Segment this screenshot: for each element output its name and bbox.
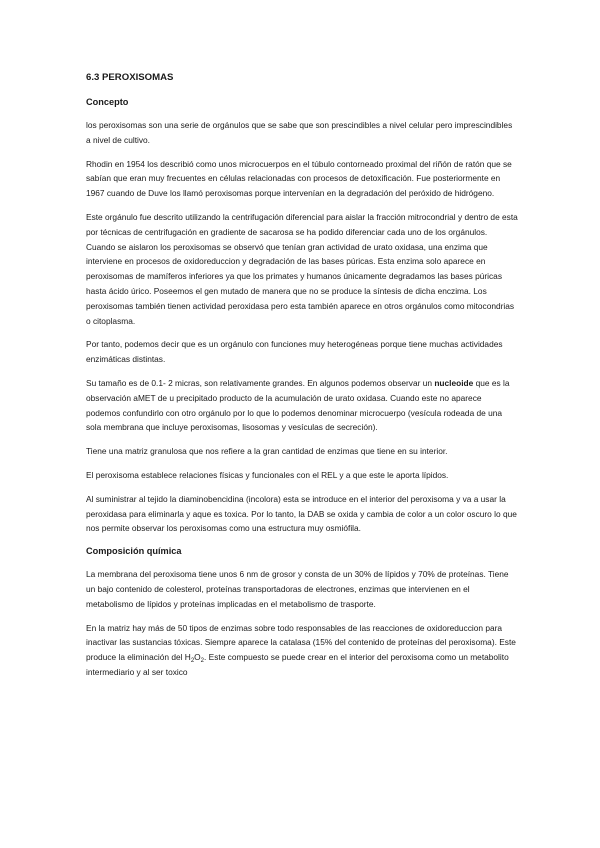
paragraph: El peroxisoma establece relaciones físicas y funcionales con el REL y a que este le aporta lípidos. [86, 469, 449, 480]
text-run: . Este compuesto se puede crear en el interior del peroxisoma como un metabolito intermediario y al ser toxico [86, 652, 509, 677]
subheading-composicion: Composición química [86, 546, 182, 557]
paragraph: Tiene una matriz granulosa que nos refiere a la gran cantidad de enzimas que tiene en su interior. [86, 446, 448, 457]
subheading-concepto: Concepto [86, 97, 129, 107]
bold-term: nucleoide [434, 377, 474, 388]
text-run: En la matriz hay más de 50 tipos de enzimas sobre todo responsables de las reacciones de oxidoreduccion para inactivar las sustancias tóxicas. Siempre aparece la catalasa (15% del contenido de proteínas del peroxisoma). Este produce la eliminación del H [86, 622, 516, 663]
text-run: que es la observación aMET de u precipitado producto de la acumulación de urato oxidasa. Cuando este no aparece podemos confundirlo con otro orgánulo por lo que lo podemos denominar microcuerpo (vesícula rodeada de una sola membrana que incluye peroxisomas, lisosomas y vesículas de secreción). [86, 377, 510, 433]
text-run: Su tamaño es de 0.1- 2 micras, son relativamente grandes. En algunos podemos observar un [86, 377, 435, 388]
paragraph [86, 621, 518, 680]
paragraph [86, 376, 518, 435]
document-page [86, 71, 518, 689]
paragraph: Este orgánulo fue descrito utilizando la centrifugación diferencial para aislar la fracción mitrocondrial y dentro de esta por técnicas de centrifugación en gradiente de sacarosa se ha podido diferenciar cada uno de los orgánulos. Cuando se aislaron los peroxisomas se observó que tenían gran actividad de urato oxidasa, una enzima que interviene en procesos de oxidoreduccion y degradación de las bases púricas. Esta enzima solo aparece en peroxisomas de mamíferos inferiores ya que los primates y humanos únicamente degradamos las bases púricas hasta ácido úrico. Poseemos el gen mutado de manera que no se produce la síntesis de dicha enczima. Los peroxisomas también tienen actividad peroxidasa pero esta también aparece en otros orgánulos como mitocondrias o citoplasma. [86, 211, 518, 326]
section-title: 6.3 PEROXISOMAS [86, 72, 174, 83]
subscript: 2 [200, 658, 205, 665]
subscript: 2 [190, 658, 195, 665]
paragraph: Al suministrar al tejido la diaminobencidina (incolora) esta se introduce en el interior del peroxisoma y va a usar la peroxidasa para eliminarla y aque es toxica. Por lo tanto, la DAB se oxida y cambia de color a un color oscuro lo que nos permite observar los peroxisomas como una estructura muy osmiófila. [86, 493, 517, 534]
text-run: O [194, 652, 201, 663]
paragraph: Por tanto, podemos decir que es un orgánulo con funciones muy heterogéneas porque tiene muchas actividades enzimáticas distintas. [86, 339, 503, 365]
paragraph: La membrana del peroxisoma tiene unos 6 nm de grosor y consta de un 30% de lípidos y 70% de proteínas. Tiene un bajo contenido de colesterol, proteínas transportadoras de electrones, enzimas que intervienen en el metabolismo de lípidos y proteínas implicadas en el metabolismo de trasporte. [86, 569, 509, 609]
paragraph: los peroxisomas son una serie de orgánulos que se sabe que son prescindibles a nivel celular pero imprescindibles a nivel de cultivo. [86, 120, 513, 145]
paragraph: Rhodin en 1954 los describió como unos microcuerpos en el túbulo contorneado proximal del riñón de ratón que se sabían que eran muy frecuentes en células relacionadas con procesos de detoxificación. Fue posteriormente en 1967 cuando de Duve los llamó peroxisomas porque intervenían en la degradación del peróxido de hidrógeno. [86, 158, 512, 199]
